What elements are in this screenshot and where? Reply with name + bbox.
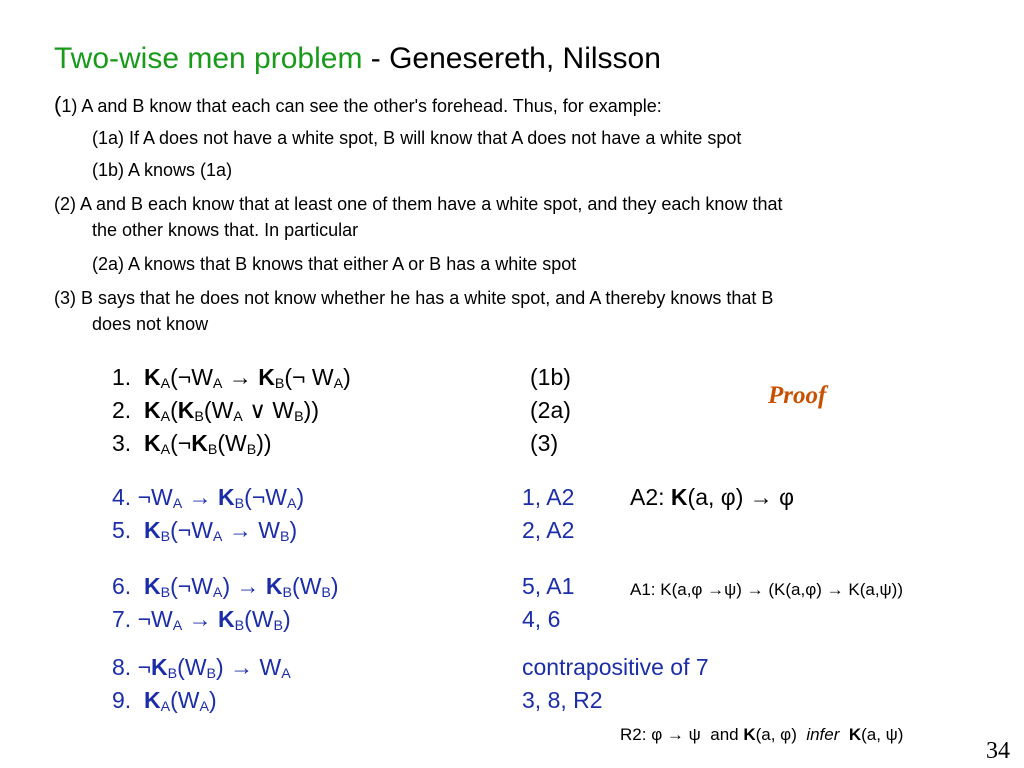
premise-2-line2: the other knows that. In particular bbox=[92, 220, 359, 240]
proof-step-9: 9. $K_A(W_A)$ bbox=[112, 687, 217, 716]
premise-1a: (1a) If A does not have a white spot, B will know that A does not have a white spot bbox=[92, 128, 742, 148]
proof-step-5: 5. $K_B(\neg W_A \to W_B)$ bbox=[112, 517, 298, 546]
proof-label: Proof bbox=[768, 382, 827, 409]
proof-step-7-just: 4, 6 bbox=[522, 606, 561, 632]
premise-2-line1: (2) A and B each know that at least one of them have a white spot, and they each know that bbox=[54, 194, 783, 214]
title-main: Two-wise men problem bbox=[54, 42, 363, 75]
premise-3-line2: does not know bbox=[92, 314, 209, 334]
axiom-a2: A2: K(a, φ) → φ bbox=[630, 484, 795, 510]
premise-1: (1) A and B know that each can see the other's forehead. Thus, for example: bbox=[54, 92, 662, 117]
slide-number: 34 bbox=[986, 738, 1010, 764]
proof-step-5-just: 2, A2 bbox=[522, 517, 575, 543]
slide-title bbox=[54, 42, 661, 76]
proof-step-9-just: 3, 8, R2 bbox=[522, 687, 603, 713]
proof-step-7: 7. $\neg W_A \to K_B(W_B)$ bbox=[112, 606, 291, 635]
proof-step-4: 4. $\neg W_A$ → $K_B(\neg W_A)$ bbox=[112, 484, 305, 513]
proof-step-3-just: (3) bbox=[530, 430, 559, 456]
proof-step-8-just: contrapositive of 7 bbox=[522, 654, 709, 680]
premise-1b: (1b) A knows (1a) bbox=[92, 160, 233, 180]
axiom-a1: A1: K(a,φ →ψ) → (K(a,φ) → K(a,ψ)) bbox=[630, 580, 903, 599]
proof-step-2-just: (2a) bbox=[530, 397, 571, 423]
rule-r2: R2: φ → ψ and K(a, φ) infer K(a, ψ) bbox=[620, 725, 904, 744]
proof-step-8: 8. $\neg K_B(W_B) \to W_A$ bbox=[112, 654, 291, 683]
proof-step-3: 3. $K_A(\neg K_B(W_B))$ bbox=[112, 430, 272, 459]
proof-step-1-just: (1b) bbox=[530, 364, 571, 390]
proof-step-6-just: 5, A1 bbox=[522, 573, 575, 599]
premise-2a: (2a) A knows that B knows that either A or B has a white spot bbox=[92, 254, 577, 274]
premise-3-line1: (3) B says that he does not know whether he has a white spot, and A thereby knows that B bbox=[54, 288, 774, 308]
proof-step-1: 1. $K_A(\neg W_A$ → $K_B(\neg$ $W_A$) bbox=[112, 364, 351, 393]
proof-step-2: 2. $K_A(K_B(W_A$ ∨ $W_B$)) bbox=[112, 397, 319, 426]
proof-step-4-just: 1, A2 bbox=[522, 484, 575, 510]
title-authors: - Genesereth, Nilsson bbox=[362, 42, 661, 75]
proof-step-6: 6. $K_B(\neg W_A) \to K_B(W_B)$ bbox=[112, 573, 339, 602]
